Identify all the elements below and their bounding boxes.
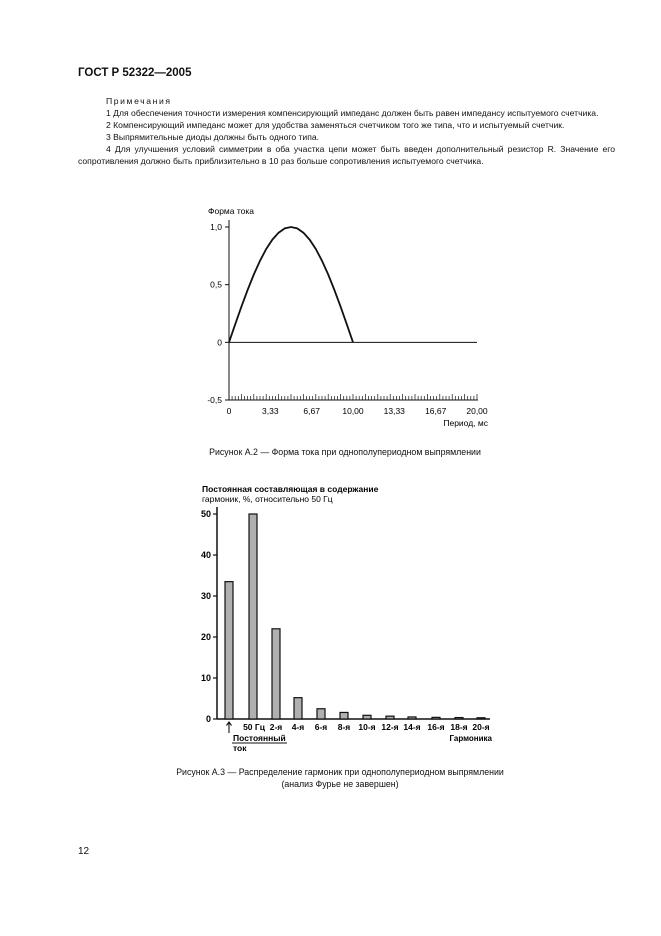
y-tick-label: 30 — [200, 591, 211, 601]
note-4: 4 Для улучшения условий симметрии в оба участка цепи может быть введен дополнительный резистор R. Значение его сопротивления должно быть приблизительно в 10 раз больше сопротивления испытуемого счетчика. — [78, 144, 615, 166]
y-axis-label-line-1: Постоянная составляющая в содержание — [202, 484, 379, 494]
note-3: 3 Выпрямительные диоды должны быть одного типа. — [106, 132, 320, 142]
x-tick-label: 13,33 — [383, 406, 405, 416]
y-tick-label: -0,5 — [207, 395, 222, 405]
x-tick-label: 16,67 — [425, 406, 447, 416]
y-tick-label: 0 — [217, 337, 222, 348]
x-tick-label: 50 Гц — [243, 722, 265, 732]
x-tick-label: 8-я — [337, 722, 351, 732]
y-tick-label: 0 — [205, 714, 211, 724]
bar-4 — [317, 709, 325, 719]
figure-a3-caption-line-1: Рисунок А.3 — Распределение гармоник при однополупериодном выпрямлении — [176, 767, 504, 777]
y-tick-label: 0,5 — [210, 279, 222, 290]
bar-10 — [455, 718, 463, 719]
x-tick-label: 4-я — [291, 722, 305, 732]
bar-0 — [225, 582, 233, 719]
x-tick-label: 0 — [226, 406, 232, 416]
x-axis-label: Гармоника — [449, 734, 492, 743]
figure-a3-caption-line-2: (анализ Фурье не завершен) — [281, 779, 399, 789]
note-1: 1 Для обеспечения точности измерения компенсирующий импеданс должен быть равен импедансу испытуемого счетчика. — [106, 108, 599, 118]
bar-7 — [386, 716, 394, 719]
dc-label-line-1: Постоянный — [233, 733, 286, 743]
y-axis-label-line-2: гармоник, %, относительно 50 Гц — [202, 494, 333, 504]
figure-a3-caption — [100, 766, 580, 790]
bar-3 — [294, 698, 302, 719]
x-tick-label: 3,33 — [262, 406, 279, 416]
y-axis-label: Форма тока — [208, 206, 255, 216]
figure-a2-caption: Рисунок А.2 — Форма тока при однополупериодном выпрямлении — [209, 447, 481, 457]
bar-2 — [272, 629, 280, 719]
bar-6 — [363, 715, 371, 719]
x-tick-label: 16-я — [427, 722, 445, 732]
bar-8 — [408, 717, 416, 719]
standard-header: ГОСТ Р 52322—2005 — [78, 67, 192, 79]
bar-1 — [249, 514, 257, 719]
x-axis-label: Период, мс — [443, 418, 488, 428]
bar-9 — [432, 717, 440, 719]
x-tick-label: 12-я — [381, 722, 399, 732]
x-tick-label: 14-я — [403, 722, 421, 732]
x-tick-label: 10,00 — [342, 406, 364, 416]
y-tick-label: 50 — [200, 509, 211, 519]
y-tick-label: 10 — [200, 673, 211, 683]
dc-label-line-2: ток — [233, 743, 247, 753]
x-tick-label: 20,00 — [466, 406, 488, 416]
x-tick-label: 2-я — [269, 722, 283, 732]
notes-title: Примечания — [106, 96, 172, 106]
y-tick-label: 20 — [200, 632, 211, 642]
x-tick-label: 6-я — [314, 722, 328, 732]
bar-11 — [477, 718, 485, 719]
x-tick-label: 6,67 — [303, 406, 320, 416]
y-tick-label: 1,0 — [210, 222, 222, 232]
note-2: 2 Компенсирующий импеданс может для удобства заменяться счетчиком того же типа, что и испытуемый счетчик. — [106, 120, 565, 130]
x-tick-label: 20-я — [472, 722, 490, 732]
x-tick-label: 18-я — [450, 722, 468, 732]
page-number: 12 — [78, 846, 90, 857]
x-tick-label: 10-я — [358, 722, 376, 732]
bar-5 — [340, 712, 348, 719]
dc-arrow-icon — [227, 722, 232, 733]
y-tick-label: 40 — [200, 550, 211, 560]
